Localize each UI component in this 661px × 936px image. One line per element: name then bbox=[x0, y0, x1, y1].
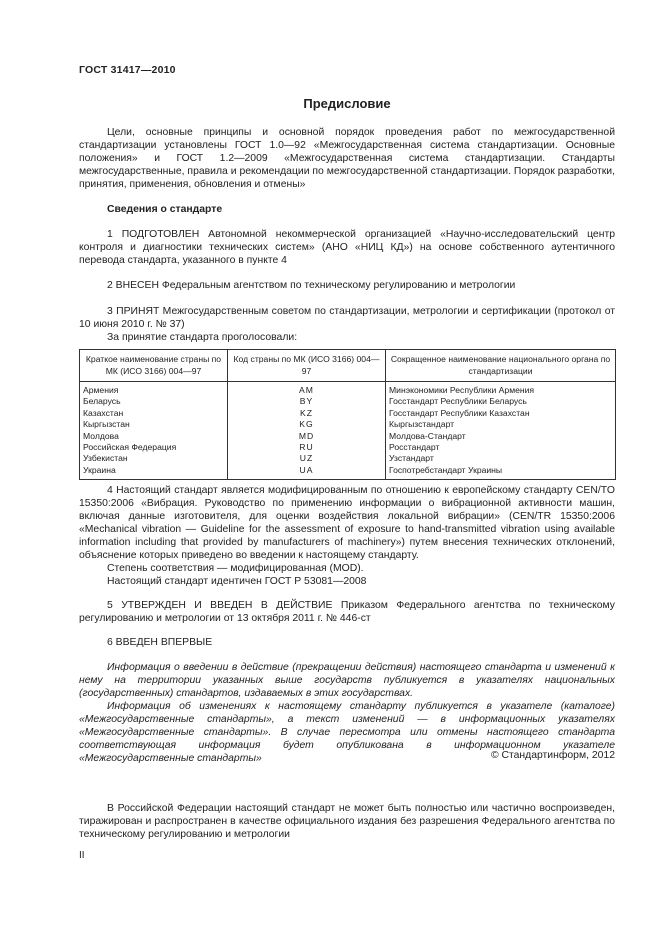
body-cell: Узстандарт bbox=[386, 453, 616, 464]
body-cell: Госпотребстандарт Украины bbox=[386, 465, 616, 480]
table-row bbox=[80, 396, 616, 407]
table-row bbox=[80, 442, 616, 453]
country-cell: Узбекистан bbox=[80, 453, 228, 464]
body-cell: Кыргызстандарт bbox=[386, 419, 616, 430]
body-cell: Госстандарт Республики Беларусь bbox=[386, 396, 616, 407]
table-row bbox=[80, 453, 616, 464]
code-cell: AM bbox=[228, 382, 386, 397]
column-header-code: Код страны по МК (ИСО 3166) 004—97 bbox=[228, 350, 386, 382]
item-2-section bbox=[79, 279, 615, 292]
column-header-country: Краткое наименование страны по МК (ИСО 3166) 004—97 bbox=[80, 350, 228, 382]
table-row bbox=[80, 408, 616, 419]
code-cell: BY bbox=[228, 396, 386, 407]
code-cell: MD bbox=[228, 431, 386, 442]
notice-paragraph-2: Информация об изменениях к настоящему стандарту публикуется в указателе (каталоге) «Межгосударственные стандарты», а текст изменений — в информационных указателях «Межгосударственные стандарты». В случае пересмотра или отмены настоящего стандарта соответствующая информация будет опубликована в информационном указателе «Межгосударственные стандарты» bbox=[79, 701, 615, 764]
table-row bbox=[80, 419, 616, 430]
page-title: Предисловие bbox=[303, 96, 391, 111]
intro-section bbox=[79, 126, 615, 191]
item-4-identical: Настоящий стандарт идентичен ГОСТ Р 53081—2008 bbox=[107, 576, 367, 587]
document-code: ГОСТ 31417—2010 bbox=[79, 64, 176, 76]
item-1-section bbox=[79, 228, 615, 267]
notice-paragraph-1: Информация о введении в действие (прекращении действия) настоящего стандарта и изменений к нему на территории указанных выше государств публикуется в указателях национальных (государственных) стандартов, издаваемых в этих государствах. bbox=[79, 662, 615, 699]
item-4-paragraph: 4 Настоящий стандарт является модифицированным по отношению к европейскому стандарту CEN/TO 15350:2006 «Вибрация. Руководство по применению информации о вибрационной активности машин, включая данные изготовителя, для оценки воздействия локальной вибрации» (CEN/TR 15350:2006 «Mechanical vibration — Guideline for the assessment of exposure to hand-transmitted vibration using available information including that provided by manufacturers of machinery») путем внесения технических отклонений, объяснение которых приведено во введении к настоящему стандарту. bbox=[79, 485, 615, 561]
country-cell: Беларусь bbox=[80, 396, 228, 407]
code-cell: KZ bbox=[228, 408, 386, 419]
code-cell: UZ bbox=[228, 453, 386, 464]
member-states-table bbox=[79, 349, 616, 480]
table-header-row bbox=[80, 350, 616, 382]
body-cell: Молдова-Стандарт bbox=[386, 431, 616, 442]
country-cell: Армения bbox=[80, 382, 228, 397]
country-cell: Украина bbox=[80, 465, 228, 480]
item-2-paragraph: 2 ВНЕСЕН Федеральным агентством по техническому регулированию и метрологии bbox=[107, 280, 516, 291]
item-3-paragraph: 3 ПРИНЯТ Межгосударственным советом по стандартизации, метрологии и сертификации (протокол от 10 июня 2010 г. № 37) bbox=[79, 306, 615, 330]
body-cell: Минэкономики Республики Армения bbox=[386, 382, 616, 397]
body-cell: Росстандарт bbox=[386, 442, 616, 453]
info-heading: Сведения о стандарте bbox=[107, 204, 223, 215]
item-1-paragraph: 1 ПОДГОТОВЛЕН Автономной некоммерческой организацией «Научно-исследовательский центр контроля и диагностики технических систем» (АНО «НИЦ КД») на основе собственного аутентичного перевода стандарта, указанного в пункте 4 bbox=[79, 229, 615, 266]
item-5-paragraph: 5 УТВЕРЖДЕН И ВВЕДЕН В ДЕЙСТВИЕ Приказом Федерального агентства по техническому регулированию и метрологии от 13 октября 2011 г. № 446-ст bbox=[79, 600, 615, 624]
item-4-section bbox=[79, 484, 615, 588]
table-row bbox=[80, 465, 616, 480]
country-cell: Казахстан bbox=[80, 408, 228, 419]
intro-paragraph: Цели, основные принципы и основной порядок проведения работ по межгосударственной стандартизации установлены ГОСТ 1.0—92 «Межгосударственная система стандартизации. Основные положения» и ГОСТ 1.2—2009 «Межгосударственная система стандартизации. Стандарты межгосударственные, правила и рекомендации по межгосударственной стандартизации. Порядок разработки, принятия, применения, обновления и отмены» bbox=[79, 127, 615, 190]
table-row bbox=[80, 431, 616, 442]
code-cell: UA bbox=[228, 465, 386, 480]
item-5-section bbox=[79, 599, 615, 625]
item-6-section bbox=[79, 636, 615, 649]
copyright-line: © Стандартинформ, 2012 bbox=[490, 750, 615, 761]
item-6-paragraph: 6 ВВЕДЕН ВПЕРВЫЕ bbox=[107, 637, 213, 648]
rights-paragraph: В Российской Федерации настоящий стандарт не может быть полностью или частично воспроизведен, тиражирован и распространен в качестве официального издания без разрешения Федерального агентства по техническому регулированию и метрологии bbox=[79, 803, 615, 840]
country-cell: Российская Федерация bbox=[80, 442, 228, 453]
body-cell: Госстандарт Республики Казахстан bbox=[386, 408, 616, 419]
page-number: II bbox=[79, 850, 85, 861]
rights-section bbox=[79, 802, 615, 841]
voted-line: За принятие стандарта проголосовали: bbox=[107, 332, 298, 343]
code-cell: KG bbox=[228, 419, 386, 430]
code-cell: RU bbox=[228, 442, 386, 453]
copyright-section bbox=[79, 749, 615, 762]
country-cell: Молдова bbox=[80, 431, 228, 442]
country-cell: Кыргызстан bbox=[80, 419, 228, 430]
column-header-body: Сокращенное наименование национального органа по стандартизации bbox=[386, 350, 616, 382]
item-4-degree: Степень соответствия — модифицированная (MOD). bbox=[107, 563, 364, 574]
table-row bbox=[80, 382, 616, 397]
info-section bbox=[79, 203, 615, 216]
item-3-section bbox=[79, 305, 615, 344]
